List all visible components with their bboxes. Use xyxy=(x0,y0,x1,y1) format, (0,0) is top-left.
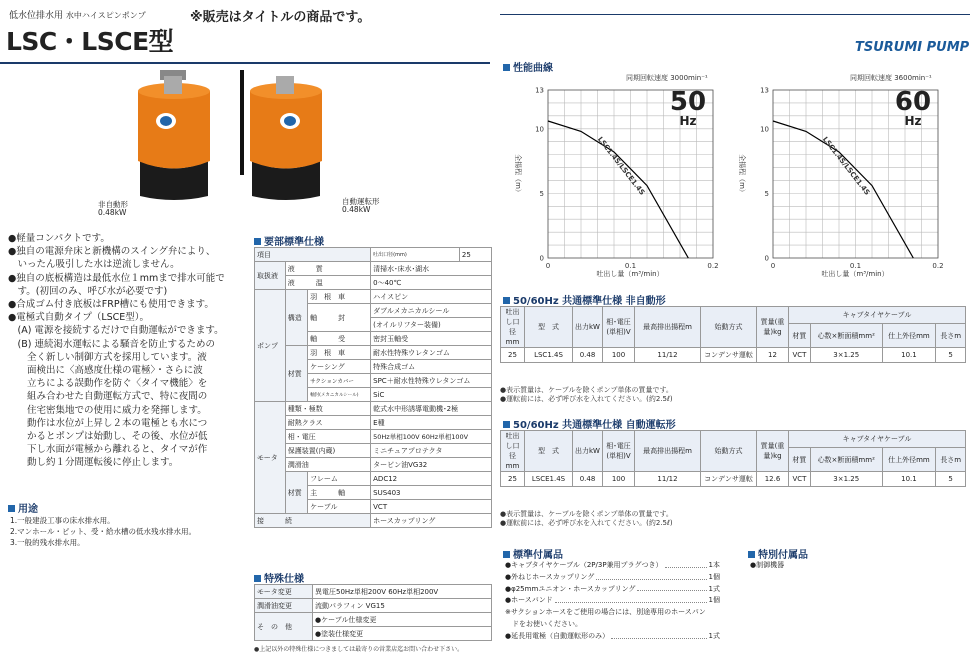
list-item: ●キャブタイヤケーブル（2P/3P兼用プラグつき） 1本 xyxy=(505,561,720,569)
uses-list: 1.一般建設工事の床水排水用。 2.マンホール・ピット、受・給水槽の低水残水排水用。 3.一般的残水排水用。 xyxy=(10,516,197,547)
table1-notes: ●表示質量は、ケーブルを除くポンプ単体の質量です。 ●運転前には、必ず呼び水を入れてください。(約2.5ℓ) xyxy=(500,386,673,403)
list-item: ●φ25mmユニオン・ホースカップリング 1式 xyxy=(505,584,720,593)
accessories-list xyxy=(505,560,720,643)
x-tick-label: 0.1 xyxy=(849,262,862,270)
list-item: ●ホースバンド 1個 xyxy=(505,596,720,605)
list-item: ●延長用電極（自動運転形のみ） 1式 xyxy=(505,631,720,640)
list-item: ●外ねじホースカップリング 1個 xyxy=(505,572,720,581)
y-tick-label: 13 xyxy=(535,86,544,95)
table-row: 25 LSCE1.4S 0.48 100 11/12 コンデンサ運転 12.6 VCT 3×1.25 10.1 5 xyxy=(501,472,966,487)
brand-logo: TSURUMI PUMP xyxy=(855,40,970,55)
special-table: モータ変更 異電圧50Hz単相200V 60Hz単相200V 潤滑油変更 流動パラフィン VG15 そ の 他 ●ケーブル仕様変更 ●塗装仕様変更 xyxy=(254,584,492,641)
hz-badge-60: 60 Hz xyxy=(894,87,932,128)
special-heading: 特殊仕様 xyxy=(254,570,304,585)
x-tick-label: 0 xyxy=(545,262,551,270)
x-tick-label: 0.2 xyxy=(707,262,719,270)
y-tick-label: 5 xyxy=(764,189,769,198)
page-title: LSC・LSCE型 xyxy=(6,27,174,56)
y-tick-label: 5 xyxy=(539,189,544,198)
list-item: ※サクションホースをご使用の場合には、別途専用のホースパン xyxy=(505,608,706,617)
hz-badge-50: 50 Hz xyxy=(669,87,707,128)
caption-lsc: 非自動形 0.48kW xyxy=(98,200,128,217)
y-tick-label: 13 xyxy=(760,86,769,95)
y-tick-label: 10 xyxy=(760,125,769,134)
list-item: ドをお使いください。 xyxy=(505,619,582,628)
caption-lsce: 自動運転形 0.48kW xyxy=(342,197,380,214)
chart1-speed: 同期回転速度 3000min⁻¹ xyxy=(626,74,708,82)
table2: 吐出し口径mm 型 式 出力kW 相･電圧(単相)V 最高排出揚程m 始動方式 質量(重量)kg キャブタイヤケーブル 材質 心数×断面積mm² 仕上外径mm 長さm 25 LSCE1.4S 0.48 100 11/12 コンデンサ運転 12.6 VCT 3×1.25 10.1 5 xyxy=(500,430,966,487)
x-tick-label: 0.1 xyxy=(624,262,637,270)
chart-heading: 性能曲線 xyxy=(503,59,553,74)
table2-notes: ●表示質量は、ケーブルを除くポンプ単体の質量です。 ●運転前には、必ず呼び水を入れてください。(約2.5ℓ) xyxy=(500,510,673,527)
x-tick-label: 0 xyxy=(770,262,776,270)
uses-heading: 用途 xyxy=(8,500,38,515)
special-note: ●上記以外の特殊仕様につきましては最寄りの営業店迄お問い合わせ下さい。 xyxy=(254,646,464,653)
chart2-speed: 同期回転速度 3600min⁻¹ xyxy=(850,74,932,82)
xlabel-50: 吐出し量（m³/min） xyxy=(596,270,664,278)
table1-heading: 50/60Hz 共通標準仕様 非自動形 xyxy=(503,292,666,307)
table-row: 25 LSC1.4S 0.48 100 11/12 コンデンサ運転 12 VCT 3×1.25 10.1 5 xyxy=(501,348,966,363)
ylabel-60: 全揚程（m） xyxy=(738,154,746,196)
ylabel-50: 全揚程（m） xyxy=(514,154,522,196)
spec-heading: 要部標準仕様 xyxy=(254,233,324,248)
table2-heading: 50/60Hz 共通標準仕様 自動運転形 xyxy=(503,416,676,431)
sub-label: 水中ハイスピンポンプ xyxy=(65,11,146,20)
optional-list: ●制御機器 xyxy=(750,561,785,569)
category-label: 低水位排水用 水中ハイスピンポンプ xyxy=(9,11,146,21)
optional-heading: 特別付属品 xyxy=(748,546,808,561)
title-rule xyxy=(0,62,490,64)
notice: ※販売はタイトルの商品です。 xyxy=(190,10,371,25)
y-tick-label: 0 xyxy=(764,254,769,263)
x-tick-label: 0.2 xyxy=(932,262,944,270)
accessories-heading: 標準付属品 xyxy=(503,546,563,561)
y-tick-label: 10 xyxy=(535,125,544,134)
series-label: LSC1.4S/LSCE1.4S xyxy=(595,135,647,197)
pump-image-lsc xyxy=(130,66,220,201)
series-label: LSC1.4S/LSCE1.4S xyxy=(820,135,872,197)
spec-table: 項目 吐出口径(mm) 25 取扱液 液 質 清掃水･床水･湖水 液 温 0〜40℃ ポンプ 構造 羽 根 車 ハイスピン 軸 封 ダブルメカニカルシール (オイルリフター装備) 軸 受 密封玉軸受 材質 羽 根 車 耐水性特殊ウレタンゴム ケーシング 特殊合成ゴム サクションカバー SPC＋耐水性特殊ウレタンゴム 軸封(メカニカルシール) SiC モータ 種類・極数 乾式水中形誘導電動機･2極 耐熱クラス E種 相・電圧 50Hz単相100V 60Hz単相100V 保護装置(内蔵) ミニチュアプロテクタ 潤滑油 タービン油VG32 材質 フレーム ADC12 主 軸 SUS403 ケーブル VCT 接 続 ホースカップリング xyxy=(254,247,492,528)
xlabel-60: 吐出し量（m³/min） xyxy=(821,270,889,278)
y-tick-label: 0 xyxy=(539,254,544,263)
top-rule xyxy=(500,14,970,15)
feature-list: ●軽量コンパクトです。 ●独自の電源弁床と新機構のスイング弁により、 いったん吸引した水は逆流しません。 ●独自の底板構造は最低水位１mmまで排水可能で す。(初回のみ、呼び水が必要です) ●合成ゴム付き底板はFRP槽にも使用できます。 ●電極式自動タイプ（LSCE型）。 (A) 電源を接続するだけで自動運転ができます。 (B) 連続渇水運転による騒音を防止するための 全く新しい制御方式を採用しています。液 面検出に〈高感度仕様の電極〉・さらに波 立ちによる誤動作を防ぐ〈タイマ機能〉を 組み合わせた自動運転方式で、特に夜間の 住宅密集地での使用に威力を発揮します。 動作は水位が上昇し２本の電極とも水につ かるとポンプは始動し、その後、水位が低 下し水面が電極から離れると、タイマが作 動し約１分間運転後に停止します。 xyxy=(8,233,225,469)
pump-image-lsce xyxy=(232,66,327,201)
table1: 吐出し口径mm 型 式 出力kW 相･電圧(単相)V 最高排出揚程m 始動方式 質量(重量)kg キャブタイヤケーブル 材質 心数×断面積mm² 仕上外径mm 長さm 25 LSC1.4S 0.48 100 11/12 コンデンサ運転 12 VCT 3×1.25 10.1 5 xyxy=(500,306,966,363)
